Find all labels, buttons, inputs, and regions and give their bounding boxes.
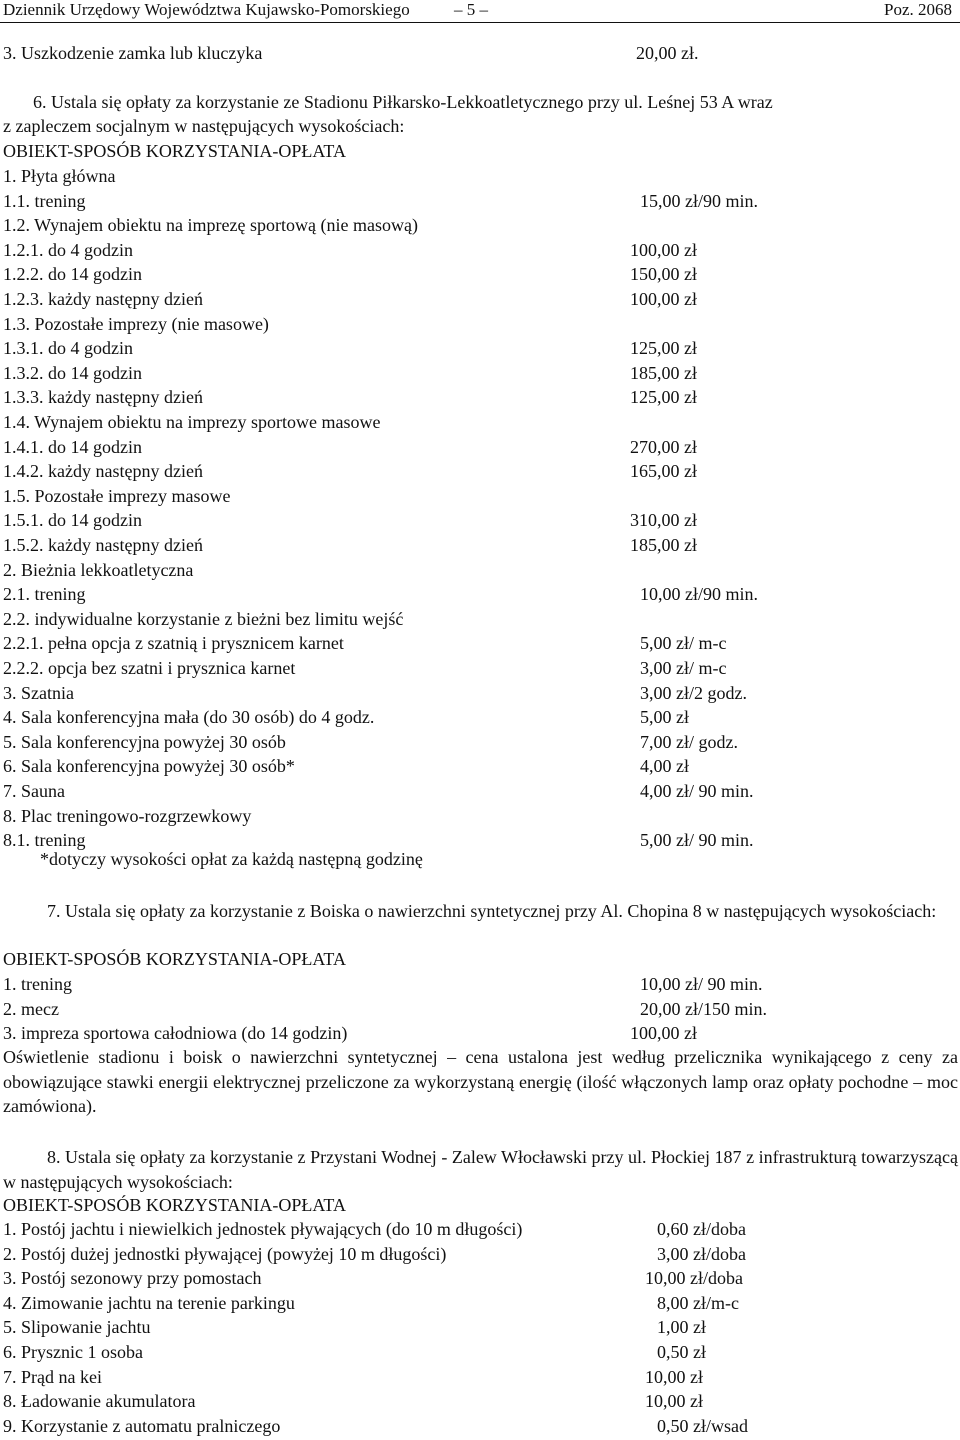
section-8-row-price: 10,00 zł: [645, 1391, 703, 1412]
section-6-row-label: 1.5.2. każdy następny dzień: [3, 535, 203, 555]
section-8-row-label: 9. Korzystanie z automatu pralniczego: [3, 1415, 281, 1436]
page-number: – 5 –: [454, 0, 488, 19]
section-8-row-price: 3,00 zł/doba: [657, 1243, 746, 1264]
section-6-row-label: 1.4.1. do 14 godzin: [3, 436, 142, 457]
section-8-row-label: 4. Zimowanie jachtu na terenie parkingu: [3, 1292, 295, 1313]
section-7-row-label: 3. impreza sportowa całodniowa (do 14 godzin): [3, 1023, 348, 1043]
section-6-intro-cont: z zapleczem socjalnym w następujących wysokościach:: [3, 116, 405, 136]
section-8-row-label: 1. Postój jachtu i niewielkich jednostek pływających (do 10 m długości): [3, 1219, 523, 1239]
section-6-row-label: 1.4. Wynajem obiektu na imprezy sportowe masowe: [3, 412, 381, 432]
header-rule: [0, 22, 960, 23]
section-6-row-label: 8.1. trening: [3, 830, 86, 851]
section-6-row-price: 3,00 zł/2 godz.: [640, 682, 747, 703]
section-6-row-label: 1.2. Wynajem obiektu na imprezę sportową (nie masową): [3, 215, 418, 236]
section-6-row-label: 2.2.1. pełna opcja z szatnią i prysznicem karnet: [3, 633, 344, 654]
section-6-row-label: 5. Sala konferencyjna powyżej 30 osób: [3, 731, 286, 752]
section-6-row-label: 1.5.1. do 14 godzin: [3, 510, 142, 531]
section-7-row-label: 1. trening: [3, 974, 72, 994]
section-6-row-label: 1.2.2. do 14 godzin: [3, 264, 142, 285]
section-8-row-price: 10,00 zł: [645, 1366, 703, 1387]
section-6-row-label: 3. Szatnia: [3, 682, 74, 703]
section-6-table-header: OBIEKT-SPOSÓB KORZYSTANIA-OPŁATA: [3, 141, 346, 161]
section-7-row-price: 10,00 zł/ 90 min.: [640, 974, 763, 994]
section-6-row-label: 2.1. trening: [3, 584, 86, 605]
section-6-row-price: 310,00 zł: [630, 510, 697, 531]
section-8-row-price: 8,00 zł/m-c: [657, 1292, 739, 1313]
section-6-row-label: 7. Sauna: [3, 781, 65, 801]
section-6-row-label: 1. Płyta główna: [3, 166, 116, 186]
section-6-row-label: 1.2.3. każdy następny dzień: [3, 289, 203, 309]
section-8-table-header: OBIEKT-SPOSÓB KORZYSTANIA-OPŁATA: [3, 1195, 346, 1215]
section-6-row-price: 5,00 zł/ 90 min.: [640, 830, 754, 851]
section-6-row-price: 125,00 zł: [630, 338, 697, 359]
lock-damage-price: 20,00 zł.: [636, 43, 699, 63]
section-7-row-price: 20,00 zł/150 min.: [640, 998, 767, 1019]
section-6-row-label: 4. Sala konferencyjna mała (do 30 osób) do 4 godz.: [3, 707, 375, 728]
section-8-row-price: 1,00 zł: [657, 1317, 706, 1338]
section-6-row-label: 2.2. indywidualne korzystanie z bieżni bez limitu wejść: [3, 608, 404, 629]
section-8-row-label: 6. Prysznic 1 osoba: [3, 1342, 143, 1362]
section-6-row-price: 100,00 zł: [630, 289, 697, 309]
section-6-row-price: 4,00 zł: [640, 756, 689, 777]
section-6-row-price: 185,00 zł: [630, 535, 697, 555]
section-8-row-price: 10,00 zł/doba: [645, 1268, 743, 1289]
section-6-row-price: 165,00 zł: [630, 461, 697, 482]
section-6-row-label: 1.5. Pozostałe imprezy masowe: [3, 485, 231, 506]
section-6-row-label: 2. Bieżnia lekkoatletyczna: [3, 559, 194, 580]
section-8-row-price: 0,50 zł/wsad: [657, 1415, 748, 1436]
section-6-row-label: 1.1. trening: [3, 190, 86, 211]
section-6-row-price: 7,00 zł/ godz.: [640, 731, 738, 752]
section-6-row-price: 185,00 zł: [630, 362, 697, 383]
section-8-row-price: 0,60 zł/doba: [657, 1219, 746, 1239]
section-6-row-label: 2.2.2. opcja bez szatni i prysznica karnet: [3, 658, 296, 678]
section-6-row-price: 10,00 zł/90 min.: [640, 584, 758, 605]
section-7-row-label: 2. mecz: [3, 998, 59, 1019]
lock-damage-label: 3. Uszkodzenie zamka lub kluczyka: [3, 43, 263, 63]
section-6-row-label: 1.3.3. każdy następny dzień: [3, 387, 203, 408]
page-header: [0, 0, 960, 20]
section-6-row-price: 100,00 zł: [630, 239, 697, 260]
section-6-row-price: 15,00 zł/90 min.: [640, 190, 758, 211]
section-7-intro: 7. Ustala się opłaty za korzystanie z Boiska o nawierzchni syntetycznej przy Al. Chopina 8 w następujących wysokościach:: [47, 901, 937, 921]
section-6-row-label: 8. Plac treningowo-rozgrzewkowy: [3, 805, 252, 826]
section-8-row-label: 5. Slipowanie jachtu: [3, 1317, 151, 1338]
journal-title: Dziennik Urzędowy Województwa Kujawsko-Pomorskiego: [3, 0, 410, 19]
section-8-row-label: 2. Postój dużej jednostki pływającej (powyżej 10 m długości): [3, 1243, 447, 1264]
section-6-row-label: 1.3. Pozostałe imprezy (nie masowe): [3, 313, 269, 334]
section-6-row-price: 150,00 zł: [630, 264, 697, 285]
section-6-row-price: 5,00 zł: [640, 707, 689, 728]
section-6-row-label: 6. Sala konferencyjna powyżej 30 osób*: [3, 756, 295, 777]
section-6-row-price: 3,00 zł/ m-c: [640, 658, 727, 678]
section-8-intro: 8. Ustala się opłaty za korzystanie z Przystani Wodnej - Zalew Włocławski przy ul. Płockiej 187 z infrastrukturą towarzyszącą w następujących wysokościach:: [3, 1147, 958, 1192]
section-7-lighting-note: Oświetlenie stadionu i boisk o nawierzchni syntetycznej – cena ustalona jest według przelicznika wynikającego z ceny za obowiązujące stawki energii elektrycznej przeliczone za wykorzystaną energię (ilość włączonych lamp oraz opłaty pochodne – moc zamówiona).: [3, 1047, 958, 1116]
section-6-row-label: 1.4.2. każdy następny dzień: [3, 461, 203, 482]
section-8-row-price: 0,50 zł: [657, 1342, 706, 1362]
section-6-row-price: 270,00 zł: [630, 436, 697, 457]
section-7-row-price: 100,00 zł: [630, 1023, 697, 1043]
section-6-row-label: 1.2.1. do 4 godzin: [3, 239, 133, 260]
position-number: Poz. 2068: [884, 0, 952, 19]
section-6-row-price: 4,00 zł/ 90 min.: [640, 781, 754, 801]
section-6-row-label: 1.3.2. do 14 godzin: [3, 362, 142, 383]
section-8-row-label: 7. Prąd na kei: [3, 1366, 102, 1387]
section-8-row-label: 3. Postój sezonowy przy pomostach: [3, 1268, 262, 1289]
section-8-row-label: 8. Ładowanie akumulatora: [3, 1391, 196, 1412]
section-6-footnote: *dotyczy wysokości opłat za każdą następną godzinę: [40, 849, 423, 869]
section-6-row-price: 5,00 zł/ m-c: [640, 633, 727, 654]
section-6-intro: 6. Ustala się opłaty za korzystanie ze Stadionu Piłkarsko-Lekkoatletycznego przy ul. Leśnej 53 A wraz: [33, 92, 773, 112]
section-6-row-price: 125,00 zł: [630, 387, 697, 408]
section-6-row-label: 1.3.1. do 4 godzin: [3, 338, 133, 359]
section-7-table-header: OBIEKT-SPOSÓB KORZYSTANIA-OPŁATA: [3, 949, 346, 969]
